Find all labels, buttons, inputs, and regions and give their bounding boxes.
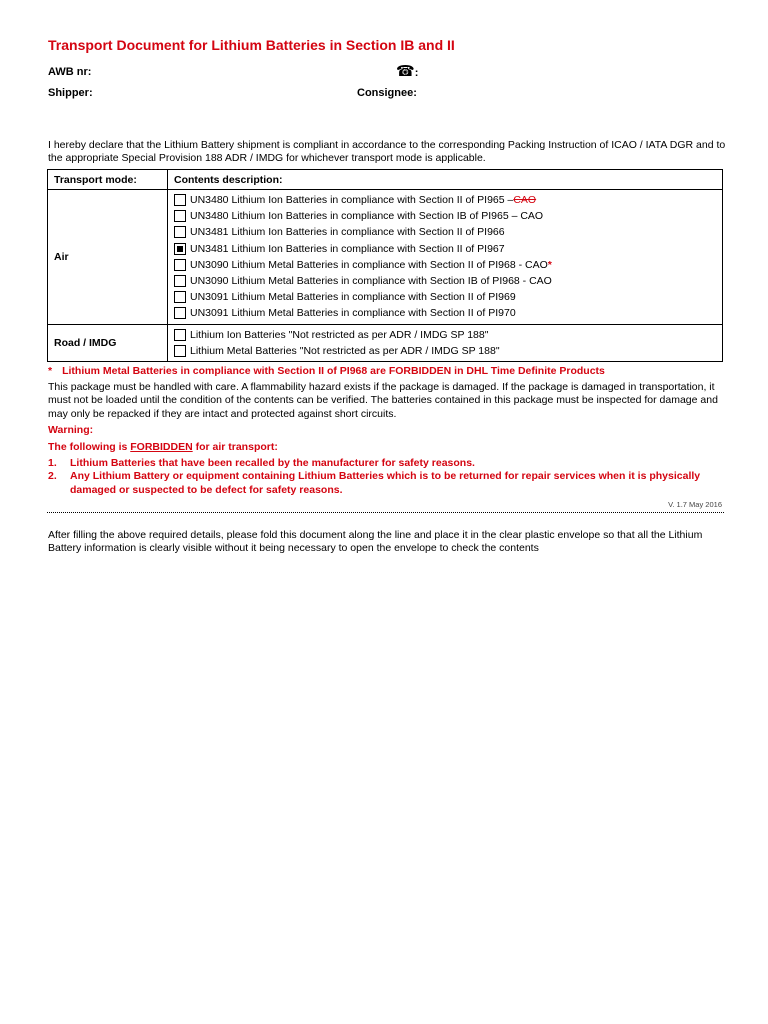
mode-road-imdg: Road / IMDG (48, 324, 168, 361)
handling-text: This package must be handled with care. A flammability hazard exists if the package is damaged. If the package is damaged in transportation, it must not be loaded until the condition of the contents can be verified. The batteries contained in this package must be inspected for damage and may only be repacked if they are intact and protected against short circuits. (48, 381, 718, 420)
checkbox[interactable] (174, 307, 186, 319)
road-options (168, 324, 723, 361)
air-option[interactable]: UN3091 Lithium Metal Batteries in compliance with Section II of PI969 (174, 289, 716, 305)
table-header-row (48, 170, 723, 190)
transport-table (47, 169, 723, 362)
air-options (168, 190, 723, 325)
checkbox[interactable] (174, 259, 186, 271)
shipper-label: Shipper: (48, 87, 93, 99)
air-option[interactable]: UN3480 Lithium Ion Batteries in compliance with Section IB of PI965 – CAO (174, 208, 716, 224)
awb-label: AWB nr: (48, 66, 92, 78)
forbidden-list (48, 457, 728, 497)
col-transport-mode: Transport mode: (48, 170, 168, 190)
air-option[interactable]: UN3091 Lithium Metal Batteries in compliance with Section II of PI970 (174, 305, 716, 321)
table-row-air (48, 190, 723, 325)
checkbox[interactable] (174, 275, 186, 287)
forbidden-heading: The following is FORBIDDEN for air transport: (48, 441, 278, 453)
mode-air: Air (48, 190, 168, 325)
phone-field: ☎: (396, 63, 419, 80)
forbidden-note: * Lithium Metal Batteries in compliance with Section II of PI968 are FORBIDDEN in DHL Time Definite Products (48, 365, 605, 377)
road-option[interactable]: Lithium Metal Batteries "Not restricted as per ADR / IMDG SP 188" (174, 343, 716, 359)
checkbox[interactable] (174, 194, 186, 206)
declaration-text: I hereby declare that the Lithium Battery shipment is compliant in accordance to the corresponding Packing Instruction of ICAO / IATA DGR and to the appropriate Special Provision 188 ADR / IMDG for whichever transport mode is applicable. (48, 139, 726, 164)
fold-line (47, 512, 724, 513)
document-title: Transport Document for Lithium Batteries in Section IB and II (48, 37, 455, 53)
checkbox[interactable] (174, 226, 186, 238)
road-option[interactable]: Lithium Ion Batteries "Not restricted as per ADR / IMDG SP 188" (174, 327, 716, 343)
version-label: V. 1.7 May 2016 (668, 500, 722, 509)
warning-label: Warning: (48, 424, 94, 436)
checkbox[interactable] (174, 210, 186, 222)
checkbox-checked[interactable] (174, 243, 186, 255)
air-option[interactable]: UN3090 Lithium Metal Batteries in compliance with Section IB of PI968 - CAO (174, 273, 716, 289)
air-option[interactable]: UN3481 Lithium Ion Batteries in compliance with Section II of PI966 (174, 224, 716, 240)
col-contents-description: Contents description: (168, 170, 723, 190)
consignee-label: Consignee: (357, 87, 417, 99)
checkbox[interactable] (174, 329, 186, 341)
air-option[interactable]: UN3481 Lithium Ion Batteries in compliance with Section II of PI967 (174, 241, 716, 257)
table-row-road (48, 324, 723, 361)
list-item: 2. Any Lithium Battery or equipment containing Lithium Batteries which is to be returned for repair services when it is physically damaged or suspected to be defect for safety reasons. (48, 470, 701, 496)
telephone-icon: ☎ (396, 63, 415, 80)
checkbox[interactable] (174, 345, 186, 357)
air-option[interactable]: UN3480 Lithium Ion Batteries in compliance with Section II of PI965 – CAO (174, 192, 716, 208)
air-option[interactable]: UN3090 Lithium Metal Batteries in compliance with Section II of PI968 - CAO * (174, 257, 716, 273)
folding-instructions: After filling the above required details, please fold this document along the line and place it in the clear plastic envelope so that all the Lithium Battery information is clearly visible without it being necessary to open the envelope to check the contents (48, 529, 703, 555)
checkbox[interactable] (174, 291, 186, 303)
list-item: 1. Lithium Batteries that have been recalled by the manufacturer for safety reasons. (48, 457, 475, 469)
